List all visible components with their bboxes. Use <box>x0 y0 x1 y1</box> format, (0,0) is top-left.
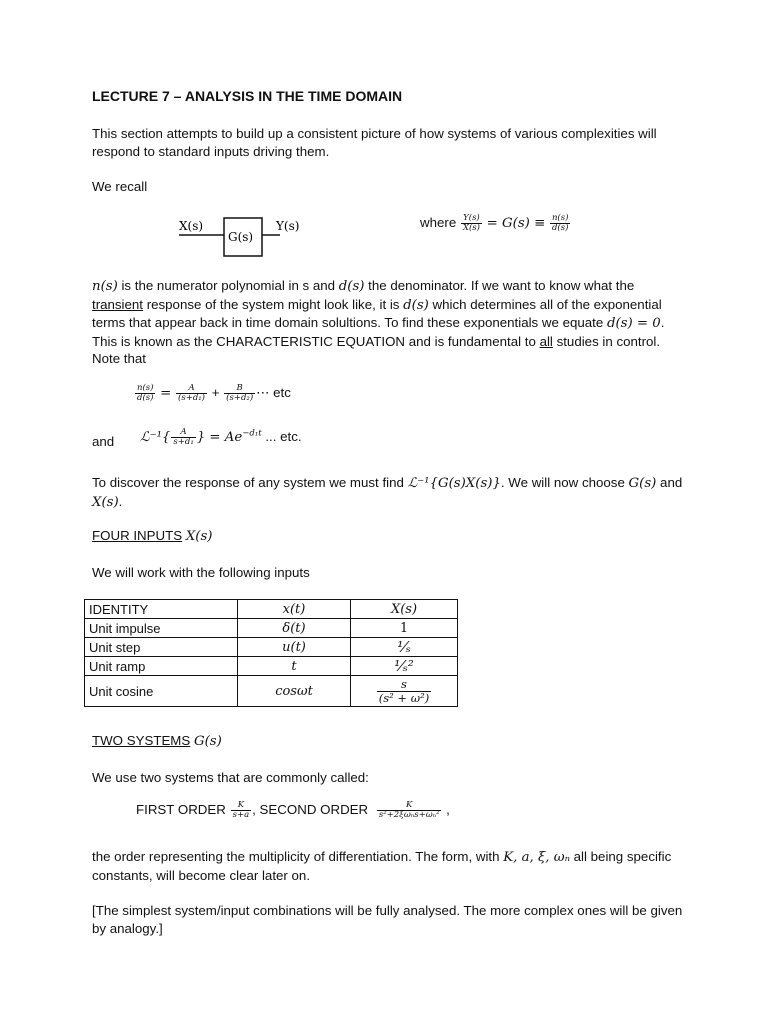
equals-g-equiv: = G(s) ≡ <box>486 216 546 232</box>
table-cell: X(s) <box>351 600 458 619</box>
intro-paragraph: This section attempts to build up a consistent picture of how systems of various complexities will respond to standard inputs driving them. <box>92 126 657 159</box>
table-cell: IDENTITY <box>85 600 238 619</box>
rhs-numerator: n(s) <box>551 213 569 223</box>
table-cell: cosωt <box>238 676 351 707</box>
where-text: where <box>420 215 457 231</box>
table-row <box>85 619 458 638</box>
system-orders-equation: FIRST ORDER $\frac{K}{s+a}$ , SECOND ORDER $\frac{K}{\text{s²+2ξωₙs+ωₙ²}}$ , <box>136 800 450 820</box>
transient-word: transient <box>92 296 143 312</box>
lhs-denominator: X(s) <box>462 223 480 233</box>
table-cell: ¹⁄ₛ <box>351 638 458 657</box>
table-row <box>85 638 458 657</box>
and-text: and <box>92 434 115 449</box>
table-cell: u(t) <box>238 638 351 657</box>
table-header-row <box>85 600 458 619</box>
lhs-numerator: Y(s) <box>463 213 480 223</box>
all-word: all <box>539 333 553 349</box>
inverse-laplace-equation: ℒ⁻¹{ $\frac{A}{\text{s+d₁}}$ } = $Ae^{-d_1t}$ ... etc. <box>140 427 302 447</box>
table-cell: $\frac{s}{\text{(s² + ω²)}}$ <box>351 676 458 707</box>
table-cell: δ(t) <box>238 619 351 638</box>
order-paragraph: the order representing the multiplicity of differentiation. The form, with K, a, ξ, ωₙ all being specific constants, will become clear later on. <box>92 849 672 883</box>
block-diagram <box>176 208 312 264</box>
diagram-input-label: X(s) <box>179 219 204 233</box>
rhs-denominator: d(s) <box>551 223 569 233</box>
following-inputs-text: We will work with the following inputs <box>92 565 310 580</box>
inputs-table <box>84 599 458 707</box>
commonly-called-text: We use two systems that are commonly called: <box>92 770 369 785</box>
two-systems-heading: TWO SYSTEMS G(s) <box>92 733 222 749</box>
diagram-output-label: Y(s) <box>276 219 300 233</box>
we-recall-text: We recall <box>92 179 148 194</box>
table-row <box>85 657 458 676</box>
page-title: LECTURE 7 – ANALYSIS IN THE TIME DOMAIN <box>92 88 403 104</box>
table-cell: 1 <box>351 619 458 638</box>
transfer-function-equation <box>420 214 571 233</box>
simplest-paragraph: [The simplest system/input combinations will be fully analysed. The more complex ones will be given by analogy.] <box>92 903 683 936</box>
table-cell: Unit step <box>85 638 238 657</box>
table-cell: ¹⁄ₛ² <box>351 657 458 676</box>
numerator-paragraph: n(s) is the numerator polynomial in s and d(s) the denominator. If we want to know what the transient response of the system might look like, it is d(s) which determines all of the exponential terms that appear back in time domain solultions. To find these exponentials we equate d(s) = 0. This is known as the CHARACTERISTIC EQUATION and is fundamental to all studies in control. Note that <box>92 278 665 366</box>
table-cell: t <box>238 657 351 676</box>
table-cell: Unit ramp <box>85 657 238 676</box>
table-row <box>85 676 458 707</box>
partial-fraction-equation: $\frac{n(s)}{d(s)}$ = $\frac{A}{\text{(s+d₁)}}$ + $\frac{B}{\text{(s+d₂)}}$ ⋯ etc <box>137 383 291 403</box>
discover-paragraph: To discover the response of any system we must find ℒ⁻¹{G(s)X(s)}. We will now choose G(s) and X(s). <box>92 475 683 510</box>
table-cell: x(t) <box>238 600 351 619</box>
four-inputs-heading: FOUR INPUTS X(s) <box>92 528 213 544</box>
table-cell: Unit cosine <box>85 676 238 707</box>
diagram-block-label: G(s) <box>228 230 254 244</box>
table-cell: Unit impulse <box>85 619 238 638</box>
